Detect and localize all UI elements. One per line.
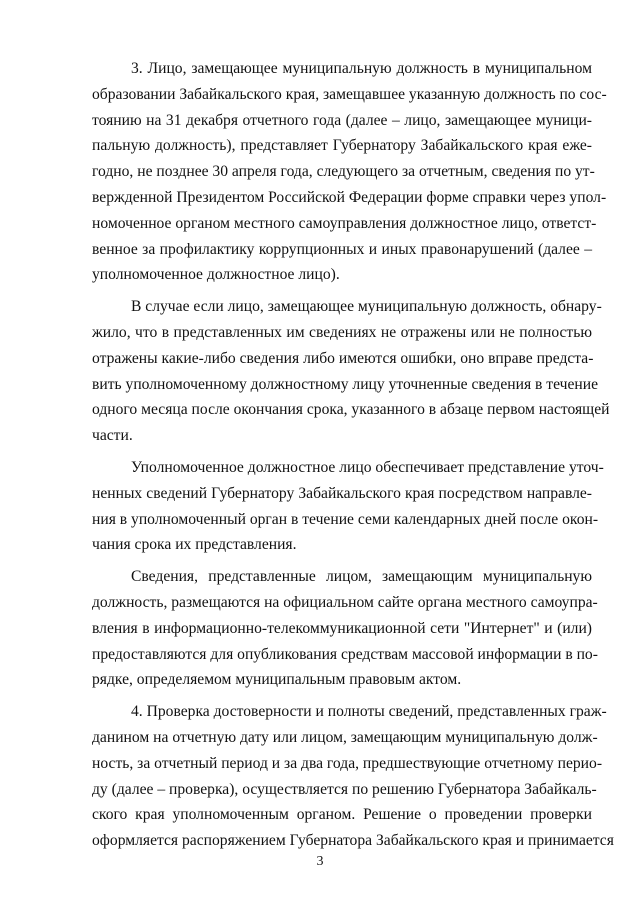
text-line: рядке, определяемом муниципальным правовым актом. [92,671,462,689]
text-line: годно, не позднее 30 апреля года, следующего за отчетным, сведения по ут- [92,163,595,181]
text-line: части. [92,427,133,445]
text-line: ду (далее – проверка), осуществляется по решению Губернатора Забайкаль- [92,780,597,798]
text-line: предоставляются для опубликования средствам массовой информации в по- [92,645,598,663]
paragraph-3 [92,56,607,288]
text-line: отражены какие-либо сведения либо имеются ошибки, оно вправе предста- [92,349,594,367]
text-line: ность, за отчетный период и за два года, предшествующие отчетному перио- [92,754,603,772]
text-line: должность, размещаются на официальном сайте органа местного самоупра- [92,593,598,611]
text-line: Сведения, представленные лицом, замещающим муниципальную [131,568,592,586]
text-line: 3. Лицо, замещающее муниципальную должность в муниципальном [131,60,592,77]
text-line: пальную должность), представляет Губернатору Забайкальского края еже- [92,137,592,155]
text-line: образовании Забайкальского края, замещавшее указанную должность по сос- [92,85,607,103]
text-line: Уполномоченное должностное лицо обеспечивает представление уточ- [131,458,604,476]
text-line: данином на отчетную дату или лицом, замещающим муниципальную долж- [92,728,598,746]
text-line: жило, что в представленных им сведениях не отражены или не полностью [92,323,592,341]
text-line: оформляется распоряжением Губернатора Забайкальского края и принимается [92,832,614,850]
text-line: чания срока их представления. [92,536,297,554]
document-body [92,56,614,854]
text-line: одного месяца после окончания срока, указанного в абзаце первом настоящей [92,401,610,419]
text-line: вержденной Президентом Российской Федерации форме справки через упол- [92,188,607,206]
text-line: ского края уполномоченным органом. Решение о проведении проверки [92,806,592,824]
paragraph-correction [92,294,610,449]
text-line: вить уполномоченному должностному лицу уточненные сведения в течение [92,375,598,393]
page-number: 3 [316,854,324,869]
paragraph-publication [92,564,598,693]
text-line: тоянию на 31 декабря отчетного года (далее – лицо, замещающее муници- [92,111,592,129]
text-line: номоченное органом местного самоуправления должностное лицо, ответст- [92,214,597,232]
text-line: вления в информационно-телекоммуникационной сети "Интернет" и (или) [92,619,592,637]
text-line: уполномоченное должностное лицо). [92,266,340,284]
text-line: венное за профилактику коррупционных и иных правонарушений (далее – [92,240,592,258]
paragraph-4 [92,699,614,854]
text-line: В случае если лицо, замещающее муниципальную должность, обнару- [131,298,602,316]
text-line: 4. Проверка достоверности и полноты сведений, представленных граж- [131,703,607,721]
paragraph-submission [92,455,604,558]
text-line: ненных сведений Губернатору Забайкальского края посредством направле- [92,484,592,502]
text-line: ния в уполномоченный орган в течение семи календарных дней после окон- [92,510,599,528]
